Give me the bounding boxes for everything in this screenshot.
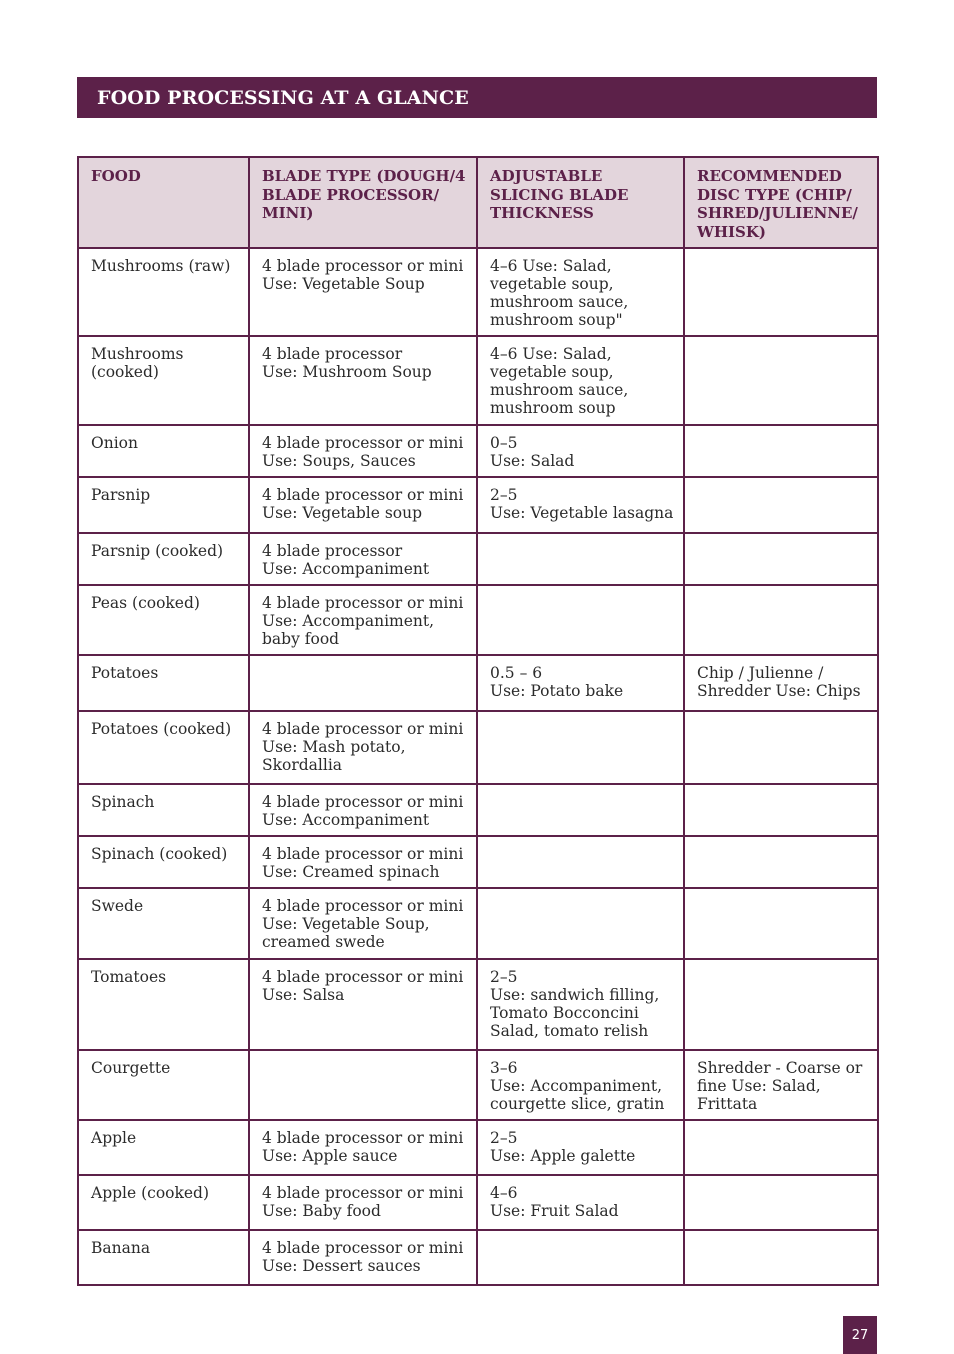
cell-food [78, 959, 249, 1050]
cell-food [78, 1050, 249, 1120]
cell-disc-type [684, 836, 878, 888]
table-row [78, 1050, 878, 1120]
cell-disc-type [684, 1230, 878, 1285]
table-row [78, 1175, 878, 1230]
blade-use: Use: Salsa [262, 986, 345, 1004]
blade-use: Use: Vegetable Soup, creamed swede [262, 915, 430, 951]
blade-use: Use: Baby food [262, 1202, 381, 1220]
blade-type: 4 blade processor or mini [262, 1184, 464, 1202]
blade-type: 4 blade processor or mini [262, 897, 464, 915]
blade-type: 4 blade processor or mini [262, 1129, 464, 1147]
cell-food [78, 784, 249, 836]
cell-slicing-thickness [477, 655, 684, 711]
cell-disc-type [684, 655, 878, 711]
cell-slicing-thickness [477, 836, 684, 888]
cell-food [78, 655, 249, 711]
table-row [78, 959, 878, 1050]
cell-slicing-thickness [477, 1050, 684, 1120]
thickness-value: 3–6 [490, 1059, 518, 1077]
thickness-value: 4–6 Use: Salad, vegetable soup, mushroom sauce, mushroom soup [490, 345, 629, 417]
column-header-food: FOOD [78, 157, 249, 248]
thickness-use: Use: sandwich filling, Tomato Bocconcini Salad, tomato relish [490, 986, 660, 1040]
column-header-disc-type: RECOMMENDED DISC TYPE (CHIP/ SHRED/JULIENNE/ WHISK) [684, 157, 878, 248]
cell-blade-type [249, 1120, 477, 1175]
thickness-value: 2–5 [490, 486, 518, 504]
cell-slicing-thickness [477, 784, 684, 836]
cell-blade-type [249, 585, 477, 655]
cell-food [78, 711, 249, 784]
cell-blade-type [249, 888, 477, 959]
cell-slicing-thickness [477, 248, 684, 336]
cell-disc-type [684, 1120, 878, 1175]
cell-blade-type [249, 477, 477, 533]
food-name: Spinach (cooked) [91, 845, 228, 863]
cell-disc-type [684, 425, 878, 477]
cell-disc-type [684, 336, 878, 425]
cell-blade-type [249, 836, 477, 888]
cell-blade-type [249, 655, 477, 711]
cell-food [78, 1175, 249, 1230]
blade-type: 4 blade processor or mini [262, 257, 464, 275]
food-name: Mushrooms (raw) [91, 257, 231, 275]
blade-type: 4 blade processor or mini [262, 720, 464, 738]
cell-food [78, 1230, 249, 1285]
table-row [78, 336, 878, 425]
cell-food [78, 533, 249, 585]
blade-use: Use: Accompaniment, baby food [262, 612, 435, 648]
blade-use: Use: Accompaniment [262, 811, 430, 829]
blade-use: Use: Mash potato, Skordallia [262, 738, 406, 774]
cell-disc-type [684, 585, 878, 655]
column-header-slicing-thickness: ADJUSTABLE SLICING BLADE THICKNESS [477, 157, 684, 248]
food-name: Parsnip (cooked) [91, 542, 224, 560]
table-row [78, 784, 878, 836]
cell-disc-type [684, 784, 878, 836]
thickness-use: Use: Vegetable lasagna [490, 504, 674, 522]
page-number: 27 [851, 1327, 869, 1343]
cell-food [78, 477, 249, 533]
food-name: Peas (cooked) [91, 594, 200, 612]
cell-blade-type [249, 959, 477, 1050]
cell-slicing-thickness [477, 336, 684, 425]
cell-blade-type [249, 425, 477, 477]
table-row [78, 1230, 878, 1285]
cell-food [78, 248, 249, 336]
cell-disc-type [684, 711, 878, 784]
food-name: Courgette [91, 1059, 171, 1077]
blade-type: 4 blade processor [262, 345, 403, 363]
thickness-value: 2–5 [490, 1129, 518, 1147]
cell-slicing-thickness [477, 477, 684, 533]
blade-use: Use: Dessert sauces [262, 1257, 421, 1275]
section-banner [77, 77, 877, 118]
thickness-value: 0.5 – 6 [490, 664, 543, 682]
cell-blade-type [249, 533, 477, 585]
table-row [78, 425, 878, 477]
food-name: Banana [91, 1239, 151, 1257]
disc-type: Shredder - Coarse or fine Use: Salad, Frittata [697, 1059, 863, 1113]
thickness-use: Use: Apple galette [490, 1147, 636, 1165]
cell-food [78, 836, 249, 888]
blade-use: Use: Accompaniment [262, 560, 430, 578]
cell-blade-type [249, 336, 477, 425]
cell-food [78, 1120, 249, 1175]
page-number-badge [843, 1316, 877, 1354]
cell-slicing-thickness [477, 1120, 684, 1175]
table-row [78, 585, 878, 655]
cell-slicing-thickness [477, 959, 684, 1050]
blade-use: Use: Vegetable soup [262, 504, 423, 522]
cell-food [78, 425, 249, 477]
cell-disc-type [684, 1050, 878, 1120]
cell-blade-type [249, 1230, 477, 1285]
cell-disc-type [684, 888, 878, 959]
cell-disc-type [684, 248, 878, 336]
blade-type: 4 blade processor or mini [262, 486, 464, 504]
cell-food [78, 336, 249, 425]
table-row [78, 836, 878, 888]
food-name: Spinach [91, 793, 155, 811]
table-row [78, 477, 878, 533]
table-body [78, 248, 878, 1285]
table-row [78, 1120, 878, 1175]
food-name: Potatoes [91, 664, 159, 682]
cell-disc-type [684, 477, 878, 533]
cell-slicing-thickness [477, 711, 684, 784]
thickness-value: 4–6 Use: Salad, vegetable soup, mushroom sauce, mushroom soup" [490, 257, 629, 329]
cell-slicing-thickness [477, 425, 684, 477]
food-name: Mushrooms (cooked) [91, 345, 184, 381]
cell-blade-type [249, 1050, 477, 1120]
cell-blade-type [249, 248, 477, 336]
cell-blade-type [249, 711, 477, 784]
food-name: Swede [91, 897, 144, 915]
column-header-blade-type: BLADE TYPE (DOUGH/4 BLADE PROCESSOR/ MINI) [249, 157, 477, 248]
table-row [78, 888, 878, 959]
thickness-use: Use: Fruit Salad [490, 1202, 619, 1220]
blade-use: Use: Mushroom Soup [262, 363, 432, 381]
thickness-use: Use: Salad [490, 452, 575, 470]
table-row [78, 533, 878, 585]
blade-use: Use: Vegetable Soup [262, 275, 425, 293]
table-row [78, 711, 878, 784]
table-header-row [78, 157, 878, 248]
thickness-value: 2–5 [490, 968, 518, 986]
cell-slicing-thickness [477, 1230, 684, 1285]
cell-blade-type [249, 1175, 477, 1230]
blade-type: 4 blade processor or mini [262, 594, 464, 612]
table-row [78, 248, 878, 336]
cell-blade-type [249, 784, 477, 836]
blade-type: 4 blade processor or mini [262, 845, 464, 863]
cell-disc-type [684, 959, 878, 1050]
thickness-use: Use: Potato bake [490, 682, 624, 700]
food-name: Potatoes (cooked) [91, 720, 232, 738]
cell-disc-type [684, 1175, 878, 1230]
food-name: Tomatoes [91, 968, 167, 986]
thickness-value: 4–6 [490, 1184, 518, 1202]
blade-use: Use: Creamed spinach [262, 863, 440, 881]
blade-use: Use: Apple sauce [262, 1147, 398, 1165]
cell-slicing-thickness [477, 888, 684, 959]
food-processing-table [77, 156, 879, 1286]
blade-type: 4 blade processor or mini [262, 793, 464, 811]
cell-food [78, 585, 249, 655]
cell-slicing-thickness [477, 585, 684, 655]
disc-type: Chip / Julienne / Shredder Use: Chips [697, 664, 861, 700]
thickness-use: Use: Accompaniment, courgette slice, gratin [490, 1077, 665, 1113]
blade-type: 4 blade processor or mini [262, 968, 464, 986]
cell-food [78, 888, 249, 959]
food-name: Parsnip [91, 486, 151, 504]
food-name: Apple (cooked) [91, 1184, 210, 1202]
table-row [78, 655, 878, 711]
page-title: FOOD PROCESSING AT A GLANCE [97, 86, 469, 109]
cell-slicing-thickness [477, 1175, 684, 1230]
blade-use: Use: Soups, Sauces [262, 452, 416, 470]
cell-slicing-thickness [477, 533, 684, 585]
blade-type: 4 blade processor or mini [262, 434, 464, 452]
blade-type: 4 blade processor or mini [262, 1239, 464, 1257]
food-name: Onion [91, 434, 138, 452]
thickness-value: 0–5 [490, 434, 518, 452]
cell-disc-type [684, 533, 878, 585]
blade-type: 4 blade processor [262, 542, 403, 560]
food-name: Apple [91, 1129, 137, 1147]
